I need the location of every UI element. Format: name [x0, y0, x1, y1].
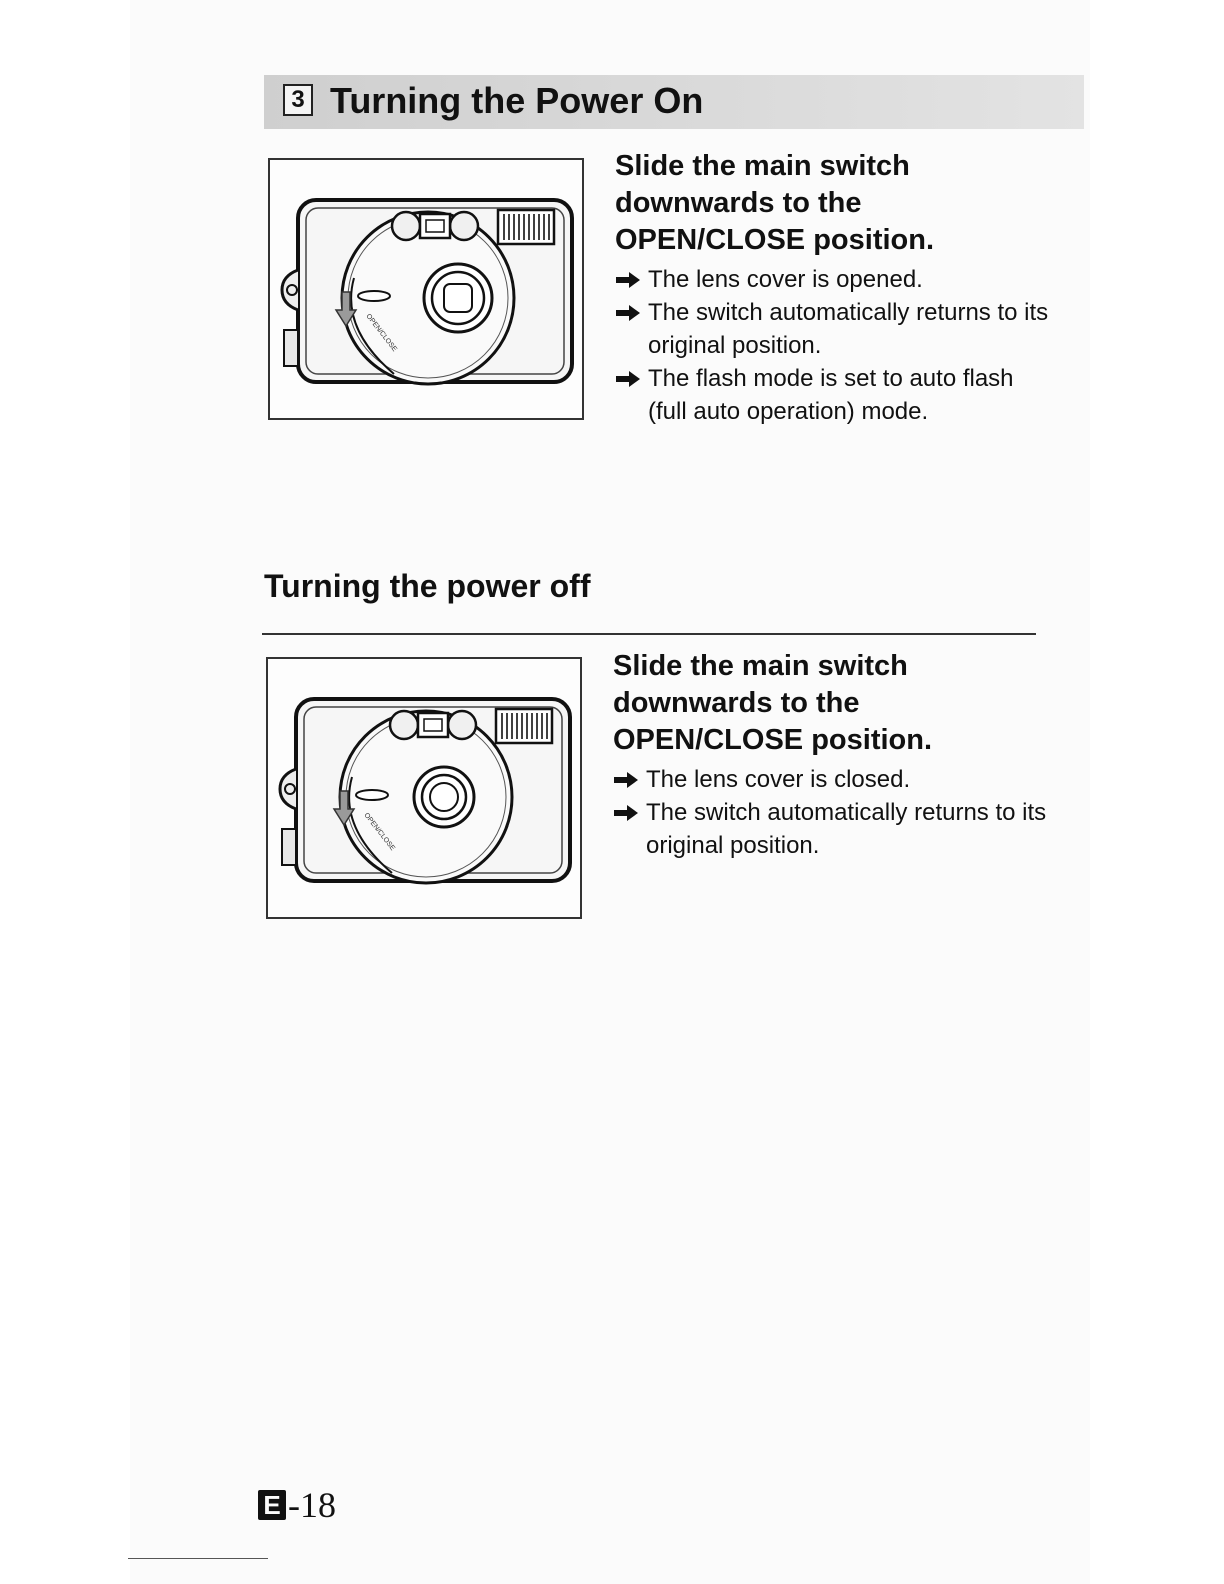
power-off-heading: Slide the main switch downwards to the OPEN/CLOSE position. [613, 650, 933, 756]
result-item [615, 296, 1055, 362]
power-on-instructions [615, 148, 1055, 428]
result-item [615, 263, 1055, 296]
result-item [613, 796, 1053, 862]
svg-text:OPEN/CLOSE: OPEN/CLOSE [362, 811, 396, 853]
section-title: Turning the Power On [330, 80, 704, 121]
camera-illustration-power-off [266, 657, 582, 919]
page-number [258, 1487, 336, 1523]
section-divider [262, 633, 1036, 635]
footer-line [128, 1558, 268, 1559]
language-badge: E [258, 1490, 286, 1520]
arrow-right-icon [615, 305, 641, 321]
camera-illustration-power-on [268, 158, 584, 420]
arrow-right-icon [613, 772, 639, 788]
arrow-right-icon [615, 371, 641, 387]
power-on-result-list [615, 263, 1055, 428]
section-number-box: 3 [283, 84, 313, 116]
power-off-title: Turning the power off [264, 568, 591, 604]
power-on-heading: Slide the main switch downwards to the OPEN/CLOSE position. [615, 150, 935, 256]
result-item [615, 362, 1055, 428]
svg-text:OPEN/CLOSE: OPEN/CLOSE [364, 312, 398, 354]
camera-drawing [282, 200, 572, 384]
result-text: The flash mode is set to auto flash (full auto operation) mode. [648, 365, 1014, 425]
result-text: The switch automatically returns to its original position. [648, 299, 1049, 359]
camera-drawing [280, 699, 570, 883]
power-off-instructions [613, 648, 1053, 862]
result-item [613, 763, 1053, 796]
result-text: The switch automatically returns to its original position. [646, 799, 1047, 859]
result-text: The lens cover is opened. [648, 266, 923, 293]
page-number-text: -18 [288, 1485, 336, 1525]
arrow-right-icon [615, 272, 641, 288]
arrow-right-icon [613, 805, 639, 821]
power-off-result-list [613, 763, 1053, 862]
result-text: The lens cover is closed. [646, 766, 911, 793]
